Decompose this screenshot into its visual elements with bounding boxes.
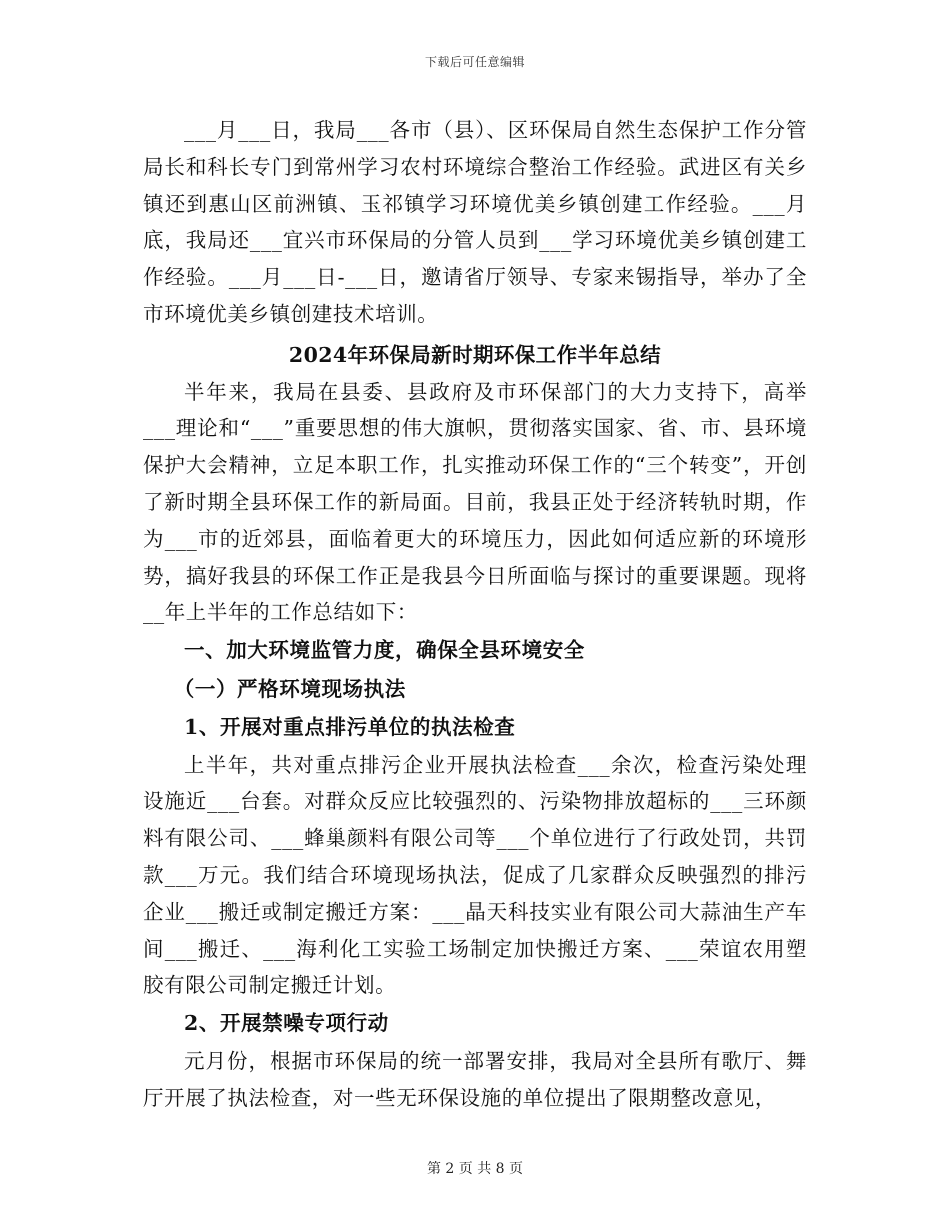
section-heading-1: 一、加大环境监管力度，确保全县环境安全: [184, 638, 585, 663]
item-heading-2: 2、开展禁噪专项行动: [184, 1011, 389, 1036]
subsection-heading-1-1: （一）严格环境现场执法: [173, 676, 406, 701]
inspection-paragraph: 上半年，共对重点排污企业开展执法检查___余次，检查污染处理设施近___台套。对群众反应比较强烈的、污染物排放超标的___三环颜料有限公司、___蜂巢颜料有限公司等___个单位进行了行政处罚，共罚款___万元。我们结合环境现场执法，促成了几家群众反映强烈的排污企业___搬迁或制定搬迁方案：___晶天科技实业有限公司大蒜油生产车间___搬迁、___海利化工实验工场制定加快搬迁方案、___荣谊农用塑胶有限公司制定搬迁计划。: [143, 752, 807, 998]
item-heading-1: 1、开展对重点排污单位的执法检查: [184, 715, 516, 740]
page-header: 下载后可任意编辑: [424, 55, 525, 69]
page-number: 第 2 页 共 8 页: [426, 1161, 524, 1177]
noise-paragraph: 元月份，根据市环保局的统一部署安排，我局对全县所有歌厅、舞厅开展了执法检查，对一些无环保设施的单位提出了限期整改意见，: [143, 1048, 807, 1110]
summary-paragraph: 半年来，我局在县委、县政府及市环保部门的大力支持下，高举___理论和“___”重要思想的伟大旗帜，贯彻落实国家、省、市、县环境保护大会精神，立足本职工作，扎实推动环保工作的“三个转变”，开创了新时期全县环保工作的新局面。目前，我县正处于经济转轨时期，作为___市的近郊县，面临着更大的环境压力，因此如何适应新的环境形势，搞好我县的环保工作正是我县今日所面临与探讨的重要课题。现将__年上半年的工作总结如下：: [143, 379, 807, 625]
intro-paragraph: ___月___日，我局___各市（县）、区环保局自然生态保护工作分管局长和科长专门到常州学习农村环境综合整治工作经验。武进区有关乡镇还到惠山区前洲镇、玉祁镇学习环境优美乡镇创建工作经验。___月底，我局还___宜兴市环保局的分管人员到___学习环境优美乡镇创建工作经验。___月___日-___日，邀请省厅领导、专家来锡指导，举办了全市环境优美乡镇创建技术培训。: [143, 118, 807, 326]
document-title: 2024年环保局新时期环保工作半年总结: [288, 342, 662, 367]
document-body: [143, 112, 807, 1116]
